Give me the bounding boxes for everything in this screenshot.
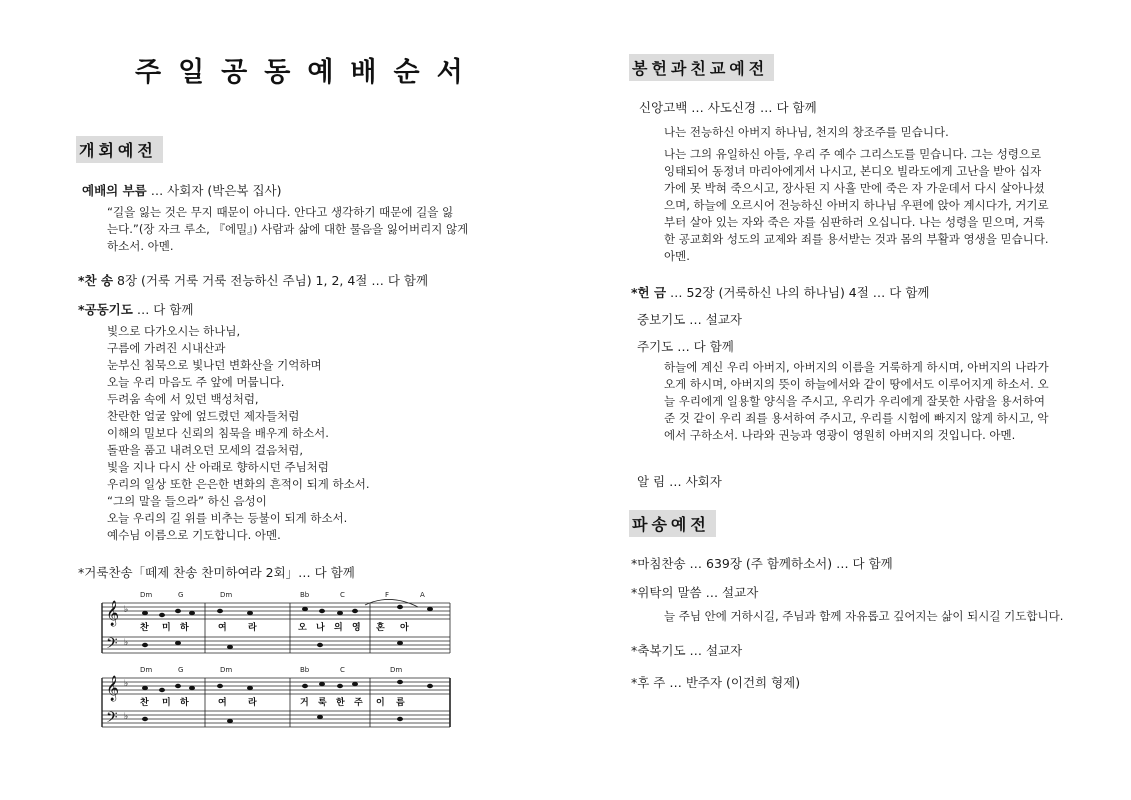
svg-text:♭: ♭: [124, 679, 129, 689]
lyric-syllable: 름: [396, 698, 405, 708]
postlude-detail: … 반주자 (이건희 형제): [665, 675, 801, 690]
chord-label: G: [178, 666, 184, 674]
chord-label: C: [340, 591, 345, 599]
closing-hymn-detail: … 639장 (주 함께하소서) … 다 함께: [685, 556, 893, 571]
chord-label: Dm: [140, 666, 153, 674]
prayer-line: 눈부신 침묵으로 빛나던 변화산을 기억하며: [107, 358, 322, 372]
call-text-line: 하소서. 아멘.: [107, 239, 174, 253]
prayer-line: 이해의 밀보다 신뢰의 침묵을 배우게 하소서.: [107, 426, 329, 440]
holy-hymn-item: [78, 563, 355, 581]
postlude-item: [631, 673, 800, 691]
intercession-label: 중보기도: [637, 312, 686, 327]
chord-label: Dm: [220, 591, 233, 599]
lyric-syllable: 의: [334, 623, 343, 633]
creed-label: 신앙고백: [639, 100, 688, 115]
chord-label: F: [385, 591, 390, 599]
call-text-line: “길을 잃는 것은 무지 때문이 아니다. 안다고 생각하기 때문에 길을 잃: [107, 205, 454, 219]
chord-label: Dm: [390, 666, 403, 674]
creed-item: [639, 98, 817, 116]
call-text-line: 는다.”(장 자크 루소, 『에밀』) 사람과 삶에 대한 물음을 잃어버리지 않게: [107, 222, 469, 236]
holy-hymn-label: *거룩찬송: [78, 565, 133, 580]
benediction-item: [631, 641, 742, 659]
lyric-syllable: 하: [180, 623, 189, 633]
prayer-line: 구름에 가려진 시내산과: [107, 341, 226, 355]
section-opening-liturgy: 개회예전: [76, 136, 163, 163]
treble-clef-icon: 𝄞: [106, 676, 120, 701]
chord-label: Dm: [140, 591, 153, 599]
prayer-line: 돌판을 품고 내려오던 모세의 걸음처럼,: [107, 443, 304, 457]
announcements-item: [637, 472, 722, 490]
chord-label: Dm: [220, 666, 233, 674]
sheet-music-figure: [100, 585, 452, 735]
section-offering-fellowship-liturgy: 봉헌과친교예전: [629, 54, 774, 81]
postlude-label: *후 주: [631, 675, 666, 690]
lyric-syllable: 여: [218, 698, 227, 708]
intercession-item: [637, 310, 742, 328]
lyric-syllable: 하: [180, 698, 189, 708]
lyric-syllable: 라: [248, 623, 257, 633]
common-prayer-item: [78, 300, 194, 318]
lyric-syllable: 주: [354, 698, 363, 708]
lyric-syllable: 거: [300, 698, 309, 708]
lyric-syllable: 찬: [140, 623, 149, 633]
hymn-label: *찬 송: [78, 273, 114, 288]
common-prayer-detail: … 다 함께: [132, 302, 194, 317]
chord-label: G: [178, 591, 184, 599]
call-to-worship-leader: … 사회자 (박은복 집사): [146, 183, 282, 198]
lyric-syllable: 라: [248, 698, 257, 708]
common-prayer-text: [107, 323, 370, 544]
prayer-line: 빛으로 다가오시는 하나님,: [107, 324, 241, 338]
call-to-worship-label: 예배의 부름: [82, 183, 147, 198]
entrusted-word-text: 늘 주님 안에 거하시길, 주님과 함께 자유롭고 깊어지는 삶이 되시길 기도합니다.: [664, 609, 1064, 623]
chord-label: Bb: [300, 666, 310, 674]
treble-clef-icon: 𝄞: [106, 601, 120, 626]
lyric-syllable: 오: [298, 623, 307, 633]
creed-detail: … 사도신경 … 다 함께: [687, 100, 817, 115]
prayer-line: 오늘 우리의 길 위를 비추는 등불이 되게 하소서.: [107, 511, 348, 525]
announcements-label: 알 림: [637, 474, 666, 489]
prayer-line: 오늘 우리 마음도 주 앞에 머뭅니다.: [107, 375, 285, 389]
lyric-syllable: 미: [162, 623, 171, 633]
lyric-syllable: 찬: [140, 698, 149, 708]
lords-prayer-text: 하늘에 계신 우리 아버지, 아버지의 이름을 거룩하게 하시며, 아버지의 나라가 오게 하시며, 아버지의 뜻이 하늘에서와 같이 땅에서도 이루어지게 하소서. 오늘 우리에게 일용할 양식을 주시고, 우리가 우리에게 잘못한 사람을 용서하여 준 것 같이 우리 죄를 용서하여 주시고, 우리를 시험에 빠지지 않게 하시고, 악에서 구하소서. 나라와 권능과 영광이 영원히 아버지의 것입니다. 아멘.: [664, 360, 1049, 442]
svg-text:♭: ♭: [124, 638, 129, 648]
creed-text-2: 나는 그의 유일하신 아들, 우리 주 예수 그리스도를 믿습니다. 그는 성령으로 잉태되어 동정녀 마리아에게서 나시고, 본디오 빌라도에게 고난을 받아 십자가에 못 박혀 죽으시고, 장사된 지 사흘 만에 죽은 자 가운데서 다시 살아나셨으며, 하늘에 오르시어 전능하신 아버지 하나님 우편에 앉아 계시다가, 거기로부터 살아 있는 자와 죽은 자를 심판하러 오십니다. 나는 성령을 믿으며, 거룩한 공교회와 성도의 교제와 죄를 용서받는 것과 몸의 부활과 영생을 믿습니다. 아멘.: [664, 147, 1049, 263]
common-prayer-label: *공동기도: [78, 302, 133, 317]
lyric-syllable: 여: [218, 623, 227, 633]
entrusted-word-item: [631, 583, 758, 601]
intercession-detail: … 설교자: [685, 312, 742, 327]
section-sending-liturgy: 파송예전: [629, 510, 716, 537]
page-title: 주일공동예배순서: [135, 57, 480, 88]
prayer-line: 찬란한 얼굴 앞에 엎드렸던 제자들처럼: [107, 409, 300, 423]
offering-label: *헌 금: [631, 285, 667, 300]
lyric-syllable: 혼: [376, 623, 385, 633]
lyric-syllable: 나: [316, 623, 325, 633]
call-to-worship: [82, 181, 281, 199]
offering-detail: … 52장 (거룩하신 나의 하나님) 4절 … 다 함께: [666, 285, 930, 300]
benediction-detail: … 설교자: [685, 643, 743, 658]
lyric-syllable: 이: [376, 698, 385, 708]
hymn-detail: 8장 (거룩 거룩 거룩 전능하신 주님) 1, 2, 4절 … 다 함께: [113, 273, 429, 288]
svg-text:♭: ♭: [124, 712, 129, 722]
lords-prayer-item: [637, 337, 734, 355]
prayer-line: 빛을 지나 다시 산 아래로 향하시던 주님처럼: [107, 460, 329, 474]
holy-hymn-detail: 「떼제 찬송 찬미하여라 2회」… 다 함께: [132, 565, 355, 580]
lyric-syllable: 미: [162, 698, 171, 708]
chord-label: C: [340, 666, 345, 674]
svg-text:♭: ♭: [124, 605, 129, 615]
lords-prayer-label: 주기도: [637, 339, 674, 354]
hymn-item: [78, 271, 428, 289]
closing-hymn-label: *마침찬송: [631, 556, 686, 571]
closing-hymn-item: [631, 554, 893, 572]
bass-clef-icon: 𝄢: [106, 709, 118, 730]
lyric-syllable: 한: [336, 698, 345, 708]
announcements-detail: … 사회자: [665, 474, 722, 489]
entrusted-word-label: *위탁의 말씀: [631, 585, 702, 600]
prayer-line: 우리의 일상 또한 은은한 변화의 흔적이 되게 하소서.: [107, 477, 370, 491]
bass-clef-icon: 𝄢: [106, 635, 118, 656]
prayer-line: 예수님 이름으로 기도합니다. 아멘.: [107, 528, 281, 542]
prayer-line: 두려움 속에 서 있던 백성처럼,: [107, 392, 259, 406]
chord-label: Bb: [300, 591, 310, 599]
call-to-worship-text: [107, 204, 468, 255]
lyric-syllable: 아: [400, 623, 409, 633]
lyric-syllable: 영: [352, 623, 361, 633]
lyric-syllable: 룩: [318, 698, 327, 708]
lords-prayer-detail: … 다 함께: [673, 339, 734, 354]
entrusted-word-detail: … 설교자: [701, 585, 759, 600]
offering-item: [631, 283, 929, 301]
benediction-label: *축복기도: [631, 643, 686, 658]
creed-text-1: 나는 전능하신 아버지 하나님, 천지의 창조주를 믿습니다.: [664, 125, 949, 139]
chord-label: A: [420, 591, 425, 599]
prayer-line: “그의 말을 들으라” 하신 음성이: [107, 494, 267, 508]
